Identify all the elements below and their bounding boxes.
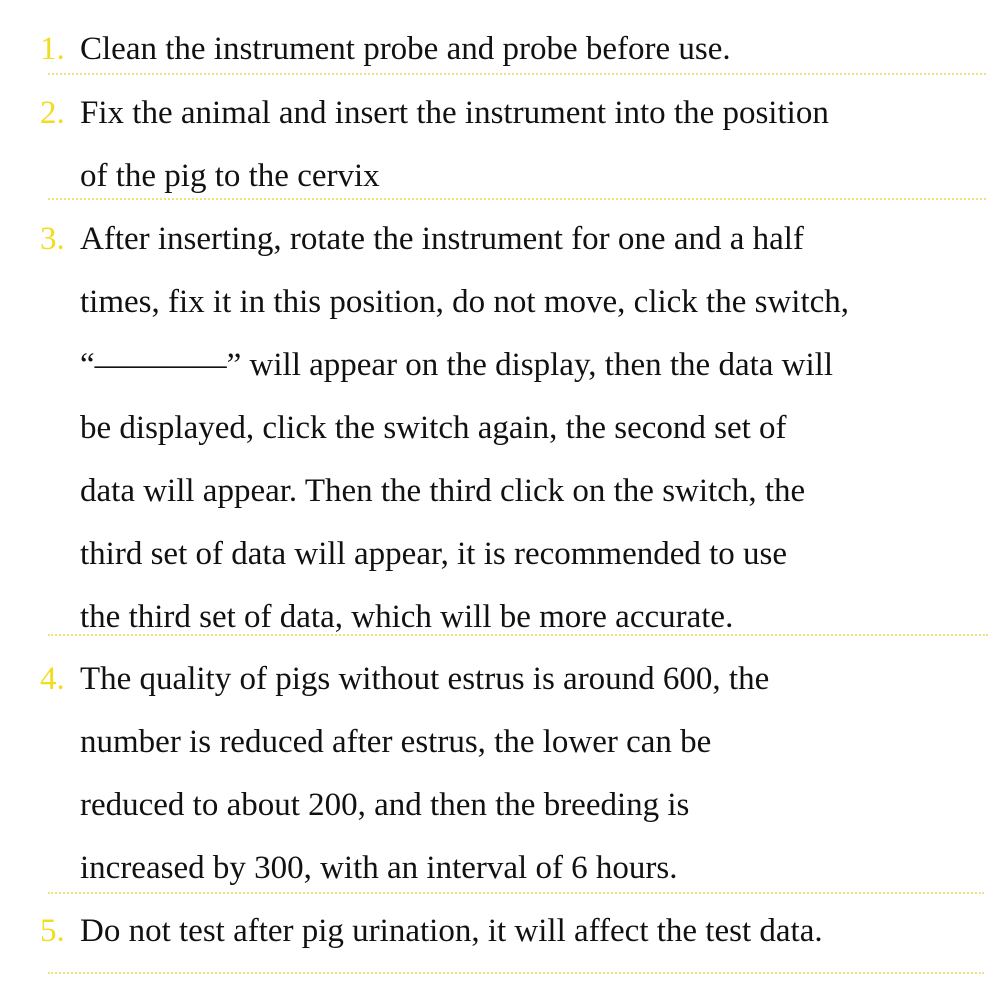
step-text-line: Clean the instrument probe and probe before use. — [80, 31, 731, 67]
step-number: 1. — [40, 31, 65, 67]
step-number: 3. — [40, 221, 65, 257]
step-text-line: Fix the animal and insert the instrument into the position — [80, 95, 829, 131]
step-text-line: After inserting, rotate the instrument for one and a half — [80, 221, 804, 257]
step-text-line: “————” will appear on the display, then the data will — [80, 347, 833, 383]
step-text-line: reduced to about 200, and then the breeding is — [80, 787, 690, 823]
divider — [48, 634, 988, 636]
step-text-line: the third set of data, which will be more accurate. — [80, 599, 734, 635]
step-text-line: Do not test after pig urination, it will affect the test data. — [80, 913, 823, 949]
step-text-line: The quality of pigs without estrus is around 600, the — [80, 661, 770, 697]
step-number: 2. — [40, 95, 65, 131]
step-number: 4. — [40, 661, 65, 697]
step-text-line: number is reduced after estrus, the lower can be — [80, 724, 712, 760]
step-number: 5. — [40, 913, 65, 949]
divider — [48, 892, 984, 894]
step-text-line: times, fix it in this position, do not move, click the switch, — [80, 284, 850, 320]
step-text-line: third set of data will appear, it is recommended to use — [80, 536, 788, 572]
divider — [48, 198, 986, 200]
divider — [48, 972, 984, 974]
step-text-line: of the pig to the cervix — [80, 158, 380, 194]
divider — [48, 73, 986, 75]
step-text-line: data will appear. Then the third click on the switch, the — [80, 473, 806, 509]
step-text-line: be displayed, click the switch again, the second set of — [80, 410, 787, 446]
step-text-line: increased by 300, with an interval of 6 hours. — [80, 850, 678, 886]
